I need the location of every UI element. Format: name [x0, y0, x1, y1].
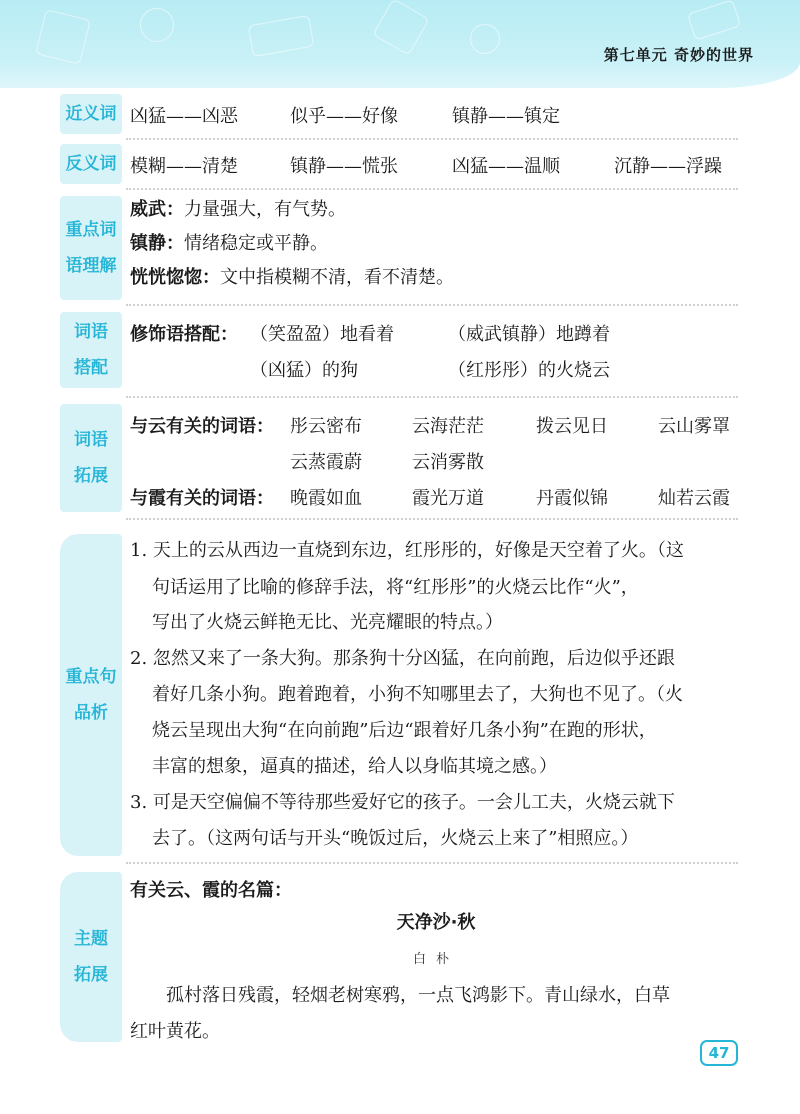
glow-words-heading: 与霞有关的词语： — [130, 488, 274, 509]
label-key-words-line1: 重点词 — [65, 220, 117, 240]
synonym-pair: 镇静——镇定 — [452, 106, 560, 127]
collocation-heading: 修饰语搭配： — [130, 324, 238, 345]
key-word-item — [130, 226, 328, 262]
label-collocation-line1: 词语 — [74, 322, 108, 342]
cloud-words-heading: 与云有关的词语： — [130, 416, 274, 437]
cloud-word: 云山雾罩 — [658, 416, 730, 437]
label-collocation-line2: 搭配 — [74, 358, 108, 378]
sentence-line: 写出了火烧云鲜艳无比、光亮耀眼的特点。） — [152, 612, 503, 633]
label-sentences — [60, 534, 122, 856]
sentence-line: 句话运用了比喻的修辞手法，将“红彤彤”的火烧云比作“火”， — [152, 577, 639, 598]
sentence-line: 1. 天上的云从西边一直烧到东边，红彤彤的，好像是天空着了火。（这 — [130, 540, 684, 561]
label-theme-line1: 主题 — [74, 929, 108, 949]
header-decoration — [35, 9, 91, 65]
label-key-words — [60, 196, 122, 300]
collocation-phrase: （威武镇静）地蹲着 — [448, 324, 610, 345]
label-synonyms-text: 近义词 — [65, 104, 117, 124]
label-expansion-line1: 词语 — [74, 430, 108, 450]
label-theme — [60, 872, 122, 1042]
sentence-line: 丰富的想象，逼真的描述，给人以身临其境之感。） — [152, 756, 557, 777]
key-word-definition: 情绪稳定或平静。 — [184, 233, 328, 254]
antonym-pair: 镇静——慌张 — [290, 156, 398, 177]
header-decoration — [248, 15, 315, 57]
cloud-word: 云消雾散 — [412, 452, 484, 473]
label-expansion — [60, 404, 122, 512]
section-divider — [126, 518, 738, 520]
cloud-word: 彤云密布 — [290, 416, 362, 437]
label-theme-line2: 拓展 — [74, 965, 108, 985]
section-divider — [126, 396, 738, 398]
label-key-words-line2: 语理解 — [65, 256, 117, 276]
poem-line: 红叶黄花。 — [130, 1021, 220, 1042]
poem-line: 孤村落日残霞，轻烟老树寒鸦，一点飞鸿影下。青山绿水，白草 — [130, 985, 670, 1006]
collocation-phrase: （红彤彤）的火烧云 — [448, 360, 610, 381]
poem-author: 白朴 — [412, 952, 459, 967]
key-word-term: 威武： — [130, 199, 184, 220]
header-decoration — [140, 8, 174, 42]
poem-body — [130, 978, 742, 1050]
header-band — [0, 0, 800, 88]
label-expansion-line2: 拓展 — [74, 466, 108, 486]
key-word-definition: 力量强大，有气势。 — [184, 199, 346, 220]
glow-word: 晚霞如血 — [290, 488, 362, 509]
label-antonyms-text: 反义词 — [65, 154, 117, 174]
key-word-item — [130, 260, 454, 296]
glow-word: 灿若云霞 — [658, 488, 730, 509]
cloud-word: 拨云见日 — [536, 416, 608, 437]
collocation-phrase: （笑盈盈）地看着 — [250, 324, 394, 345]
sentence-line: 烧云呈现出大狗“在向前跑”后边“跟着好几条小狗”在跑的形状， — [152, 720, 657, 741]
antonym-pair: 模糊——清楚 — [130, 156, 238, 177]
sentence-line: 着好几条小狗。跑着跑着，小狗不知哪里去了，大狗也不见了。（火 — [152, 684, 683, 705]
poem-title: 天净沙·秋 — [396, 912, 476, 933]
key-word-definition: 文中指模糊不清，看不清楚。 — [220, 267, 454, 288]
key-word-term: 恍恍惚惚： — [130, 267, 220, 288]
page-number: 47 — [700, 1040, 738, 1066]
synonym-pair: 似乎——好像 — [290, 106, 398, 127]
glow-word: 霞光万道 — [412, 488, 484, 509]
label-antonyms — [60, 144, 122, 184]
sentence-line: 2. 忽然又来了一条大狗。那条狗十分凶猛，在向前跑，后边似乎还跟 — [130, 648, 675, 669]
key-word-term: 镇静： — [130, 233, 184, 254]
key-word-item — [130, 192, 346, 228]
cloud-word: 云蒸霞蔚 — [290, 452, 362, 473]
theme-heading: 有关云、霞的名篇： — [130, 880, 292, 901]
header-decoration — [470, 24, 500, 54]
antonym-pair: 沉静——浮躁 — [614, 156, 722, 177]
header-decoration — [687, 0, 741, 41]
sentence-line: 去了。（这两句话与开头“晚饭过后，火烧云上来了”相照应。） — [152, 828, 639, 849]
header-decoration — [372, 0, 429, 56]
collocation-phrase: （凶猛）的狗 — [250, 360, 358, 381]
antonym-pair: 凶猛——温顺 — [452, 156, 560, 177]
glow-word: 丹霞似锦 — [536, 488, 608, 509]
cloud-word: 云海茫茫 — [412, 416, 484, 437]
label-sentences-line2: 品析 — [74, 703, 108, 723]
label-synonyms — [60, 94, 122, 134]
unit-title: 第七单元 奇妙的世界 — [603, 46, 754, 64]
section-divider — [126, 138, 738, 140]
label-collocation — [60, 312, 122, 388]
sentence-line: 3. 可是天空偏偏不等待那些爱好它的孩子。一会儿工夫，火烧云就下 — [130, 792, 675, 813]
label-sentences-line1: 重点句 — [65, 667, 117, 687]
synonym-pair: 凶猛——凶恶 — [130, 106, 238, 127]
section-divider — [126, 862, 738, 864]
section-divider — [126, 304, 738, 306]
section-divider — [126, 188, 738, 190]
